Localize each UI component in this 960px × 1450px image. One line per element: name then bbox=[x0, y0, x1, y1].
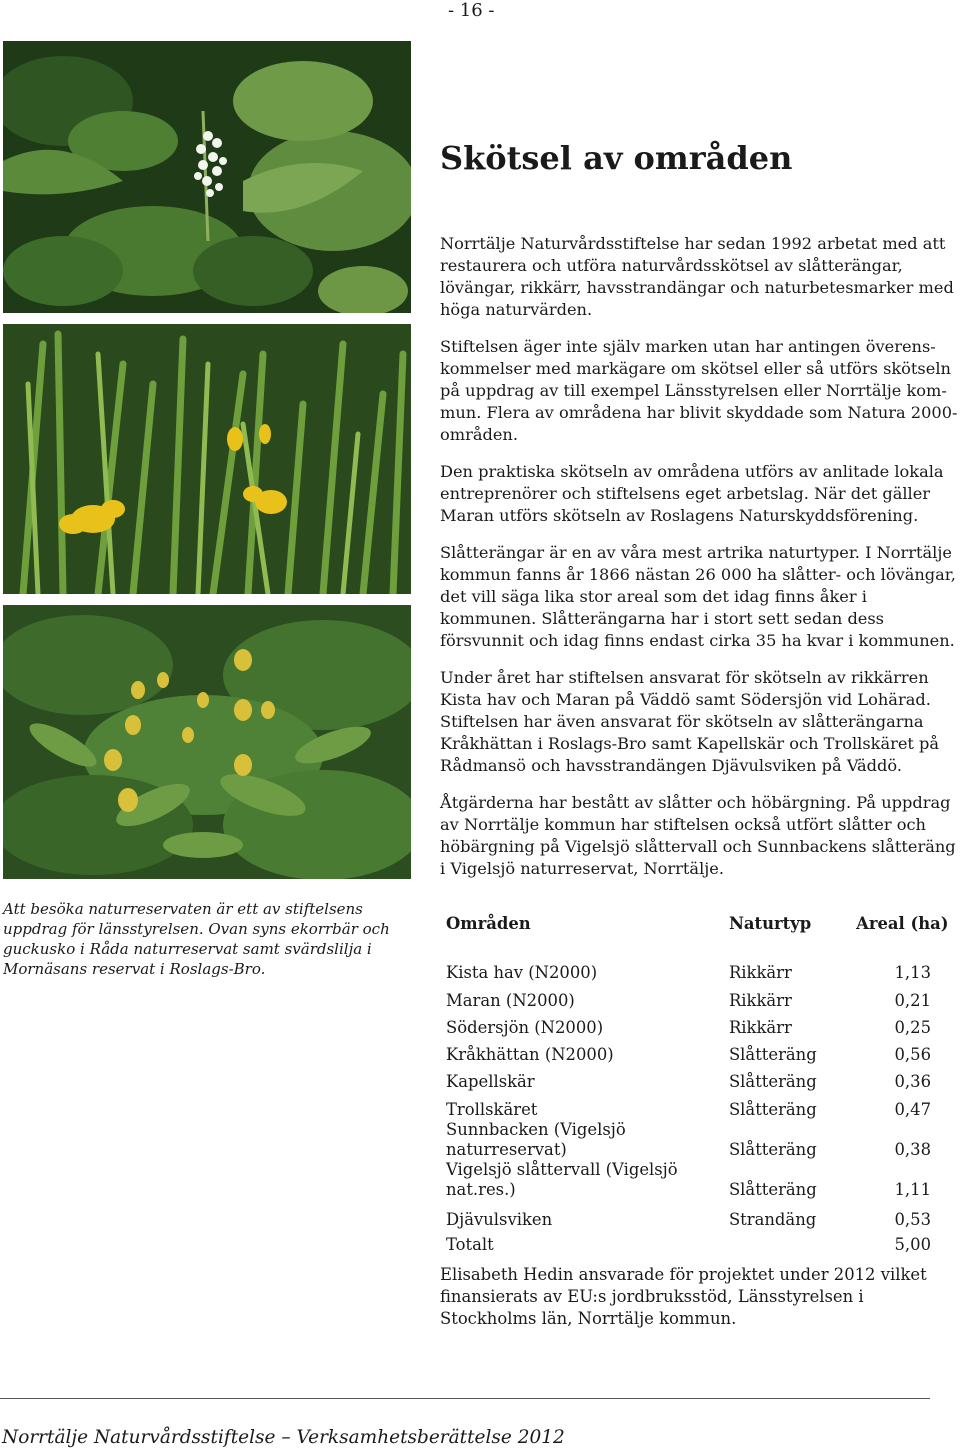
cell-size: 0,38 bbox=[894, 1139, 931, 1159]
photo-caption: Att besöka naturreservaten är ett av stiftelsens uppdrag för länsstyrelsen. Ovan syns ekorrbär och guckusko i Råda naturreservat samt svärdslilja i Mornäsans reservat i Roslags-Bro. bbox=[3, 900, 390, 978]
cell-area: Sunnbacken (Vigelsjö naturreservat) bbox=[446, 1119, 626, 1159]
table-row bbox=[440, 983, 956, 1010]
closing-paragraph: Elisabeth Hedin ansvarade för projektet under 2012 vilket finansierats av EU:s jordbruksstöd, Länsstyrelsen i Stockholms län, Norrtälje kommun. bbox=[440, 1265, 927, 1328]
cell-area: Södersjön (N2000) bbox=[446, 1017, 604, 1037]
table-total-row bbox=[440, 1230, 956, 1255]
cell-type: Slåtteräng bbox=[728, 1179, 817, 1199]
cell-size: 0,25 bbox=[894, 1017, 931, 1037]
table-body bbox=[440, 956, 956, 1255]
table-row bbox=[440, 956, 956, 983]
cell-area: Kråkhättan (N2000) bbox=[446, 1045, 614, 1065]
cell-type: Slåtteräng bbox=[728, 1072, 817, 1092]
footer-text: Norrtälje Naturvårdsstiftelse – Verksamhetsberättelse 2012 bbox=[2, 1427, 565, 1448]
cell-area: Kapellskär bbox=[446, 1072, 535, 1092]
paragraph: Den praktiska skötseln av områdena utförs av anlitade lokala entreprenörer och stiftelsens eget arbetslag. När det gäller Maran utförs skötseln av Roslagens Naturskyddsförening. bbox=[440, 462, 944, 525]
paragraph: Under året har stiftelsen ansvarat för skötseln av rikkärren Kista hav och Maran på Väddö samt Södersjön vid Lohärad. Stiftelsen har även ansvarat för skötseln av slåtterängarna Kråkhättan i Roslags-Bro samt Kapellskär och Trollskäret på Rådmansö och havsstrandängen Djävulsviken på Väddö. bbox=[440, 668, 940, 775]
footer-divider bbox=[0, 1398, 930, 1399]
cell-size: 0,36 bbox=[894, 1072, 931, 1092]
paragraph: Norrtälje Naturvårdsstiftelse har sedan 1992 arbetat med att restaurera och utföra naturvårdsskötsel av slåtterängar, lövängar, rikkärr, havsstrandängar och naturbetesmarker med höga naturvärden. bbox=[440, 234, 954, 319]
cell-size: 1,13 bbox=[894, 963, 931, 983]
cell-type: Slåtteräng bbox=[728, 1045, 817, 1065]
photo-yellow-iris bbox=[3, 324, 411, 594]
header-size: Areal (ha) bbox=[856, 914, 949, 933]
cell-size: 1,11 bbox=[894, 1179, 931, 1199]
cell-area: Maran (N2000) bbox=[446, 990, 575, 1010]
header-area: Områden bbox=[446, 914, 531, 933]
cell-type: Strandäng bbox=[728, 1209, 817, 1229]
page-title: Skötsel av områden bbox=[440, 139, 793, 177]
cell-size: 0,53 bbox=[894, 1209, 931, 1229]
table-row bbox=[440, 1011, 956, 1038]
photo-ladys-slipper bbox=[3, 605, 411, 879]
cell-type: Rikkärr bbox=[728, 963, 792, 983]
cell-type: Rikkärr bbox=[728, 990, 792, 1010]
areas-table-wrapper bbox=[440, 914, 956, 1255]
paragraph: Åtgärderna har bestått av slåtter och höbärgning. På uppdrag av Norrtälje kommun har stiftelsen också utfört slåtter och höbärgning på Vigelsjö slåttervall och Sunnbackens slåtteräng i Vigelsjö naturreservat, Norrtälje. bbox=[440, 793, 956, 878]
table-row bbox=[440, 1200, 956, 1230]
areas-table bbox=[440, 914, 956, 1255]
photo-may-lily bbox=[3, 41, 411, 313]
cell-type: Slåtteräng bbox=[728, 1099, 817, 1119]
body-text bbox=[440, 233, 960, 895]
table-header-row bbox=[440, 914, 956, 956]
paragraph: Slåtterängar är en av våra mest artrika naturtyper. I Norrtälje kommun fanns år 1866 nästan 26 000 ha slåtter- och lövängar, det vill säga lika stor areal som det idag finns åker i kommunen. Slåtterängarna har i stort sett sedan dess försvunnit och idag finns endast cirka 35 ha kvar i kommunen. bbox=[440, 543, 956, 650]
paragraph: Stiftelsen äger inte själv marken utan har antingen överens-kommelser med markägare om skötsel eller så utförs skötseln på uppdrag av till exempel Länsstyrelsen eller Norrtälje kom-mun. Flera av områdena har blivit skyddade som Natura 2000-områden. bbox=[440, 337, 958, 444]
page-number: - 16 - bbox=[448, 0, 495, 21]
cell-area: Kista hav (N2000) bbox=[446, 963, 598, 983]
cell-area: Vigelsjö slåttervall (Vigelsjö nat.res.) bbox=[446, 1159, 678, 1199]
table-row bbox=[440, 1065, 956, 1092]
cell-area: Djävulsviken bbox=[446, 1209, 553, 1229]
cell-type: Rikkärr bbox=[728, 1017, 792, 1037]
total-type bbox=[723, 1230, 849, 1255]
header-type: Naturtyp bbox=[728, 914, 812, 933]
cell-type: Slåtteräng bbox=[728, 1139, 817, 1159]
cell-size: 0,47 bbox=[894, 1099, 931, 1119]
table-row bbox=[440, 1038, 956, 1065]
total-label: Totalt bbox=[446, 1234, 494, 1254]
table-row bbox=[440, 1160, 956, 1200]
cell-size: 0,56 bbox=[894, 1045, 931, 1065]
cell-size: 0,21 bbox=[894, 990, 931, 1010]
total-size: 5,00 bbox=[894, 1234, 931, 1254]
table-row bbox=[440, 1120, 956, 1160]
table-row bbox=[440, 1092, 956, 1119]
cell-area: Trollskäret bbox=[446, 1099, 538, 1119]
